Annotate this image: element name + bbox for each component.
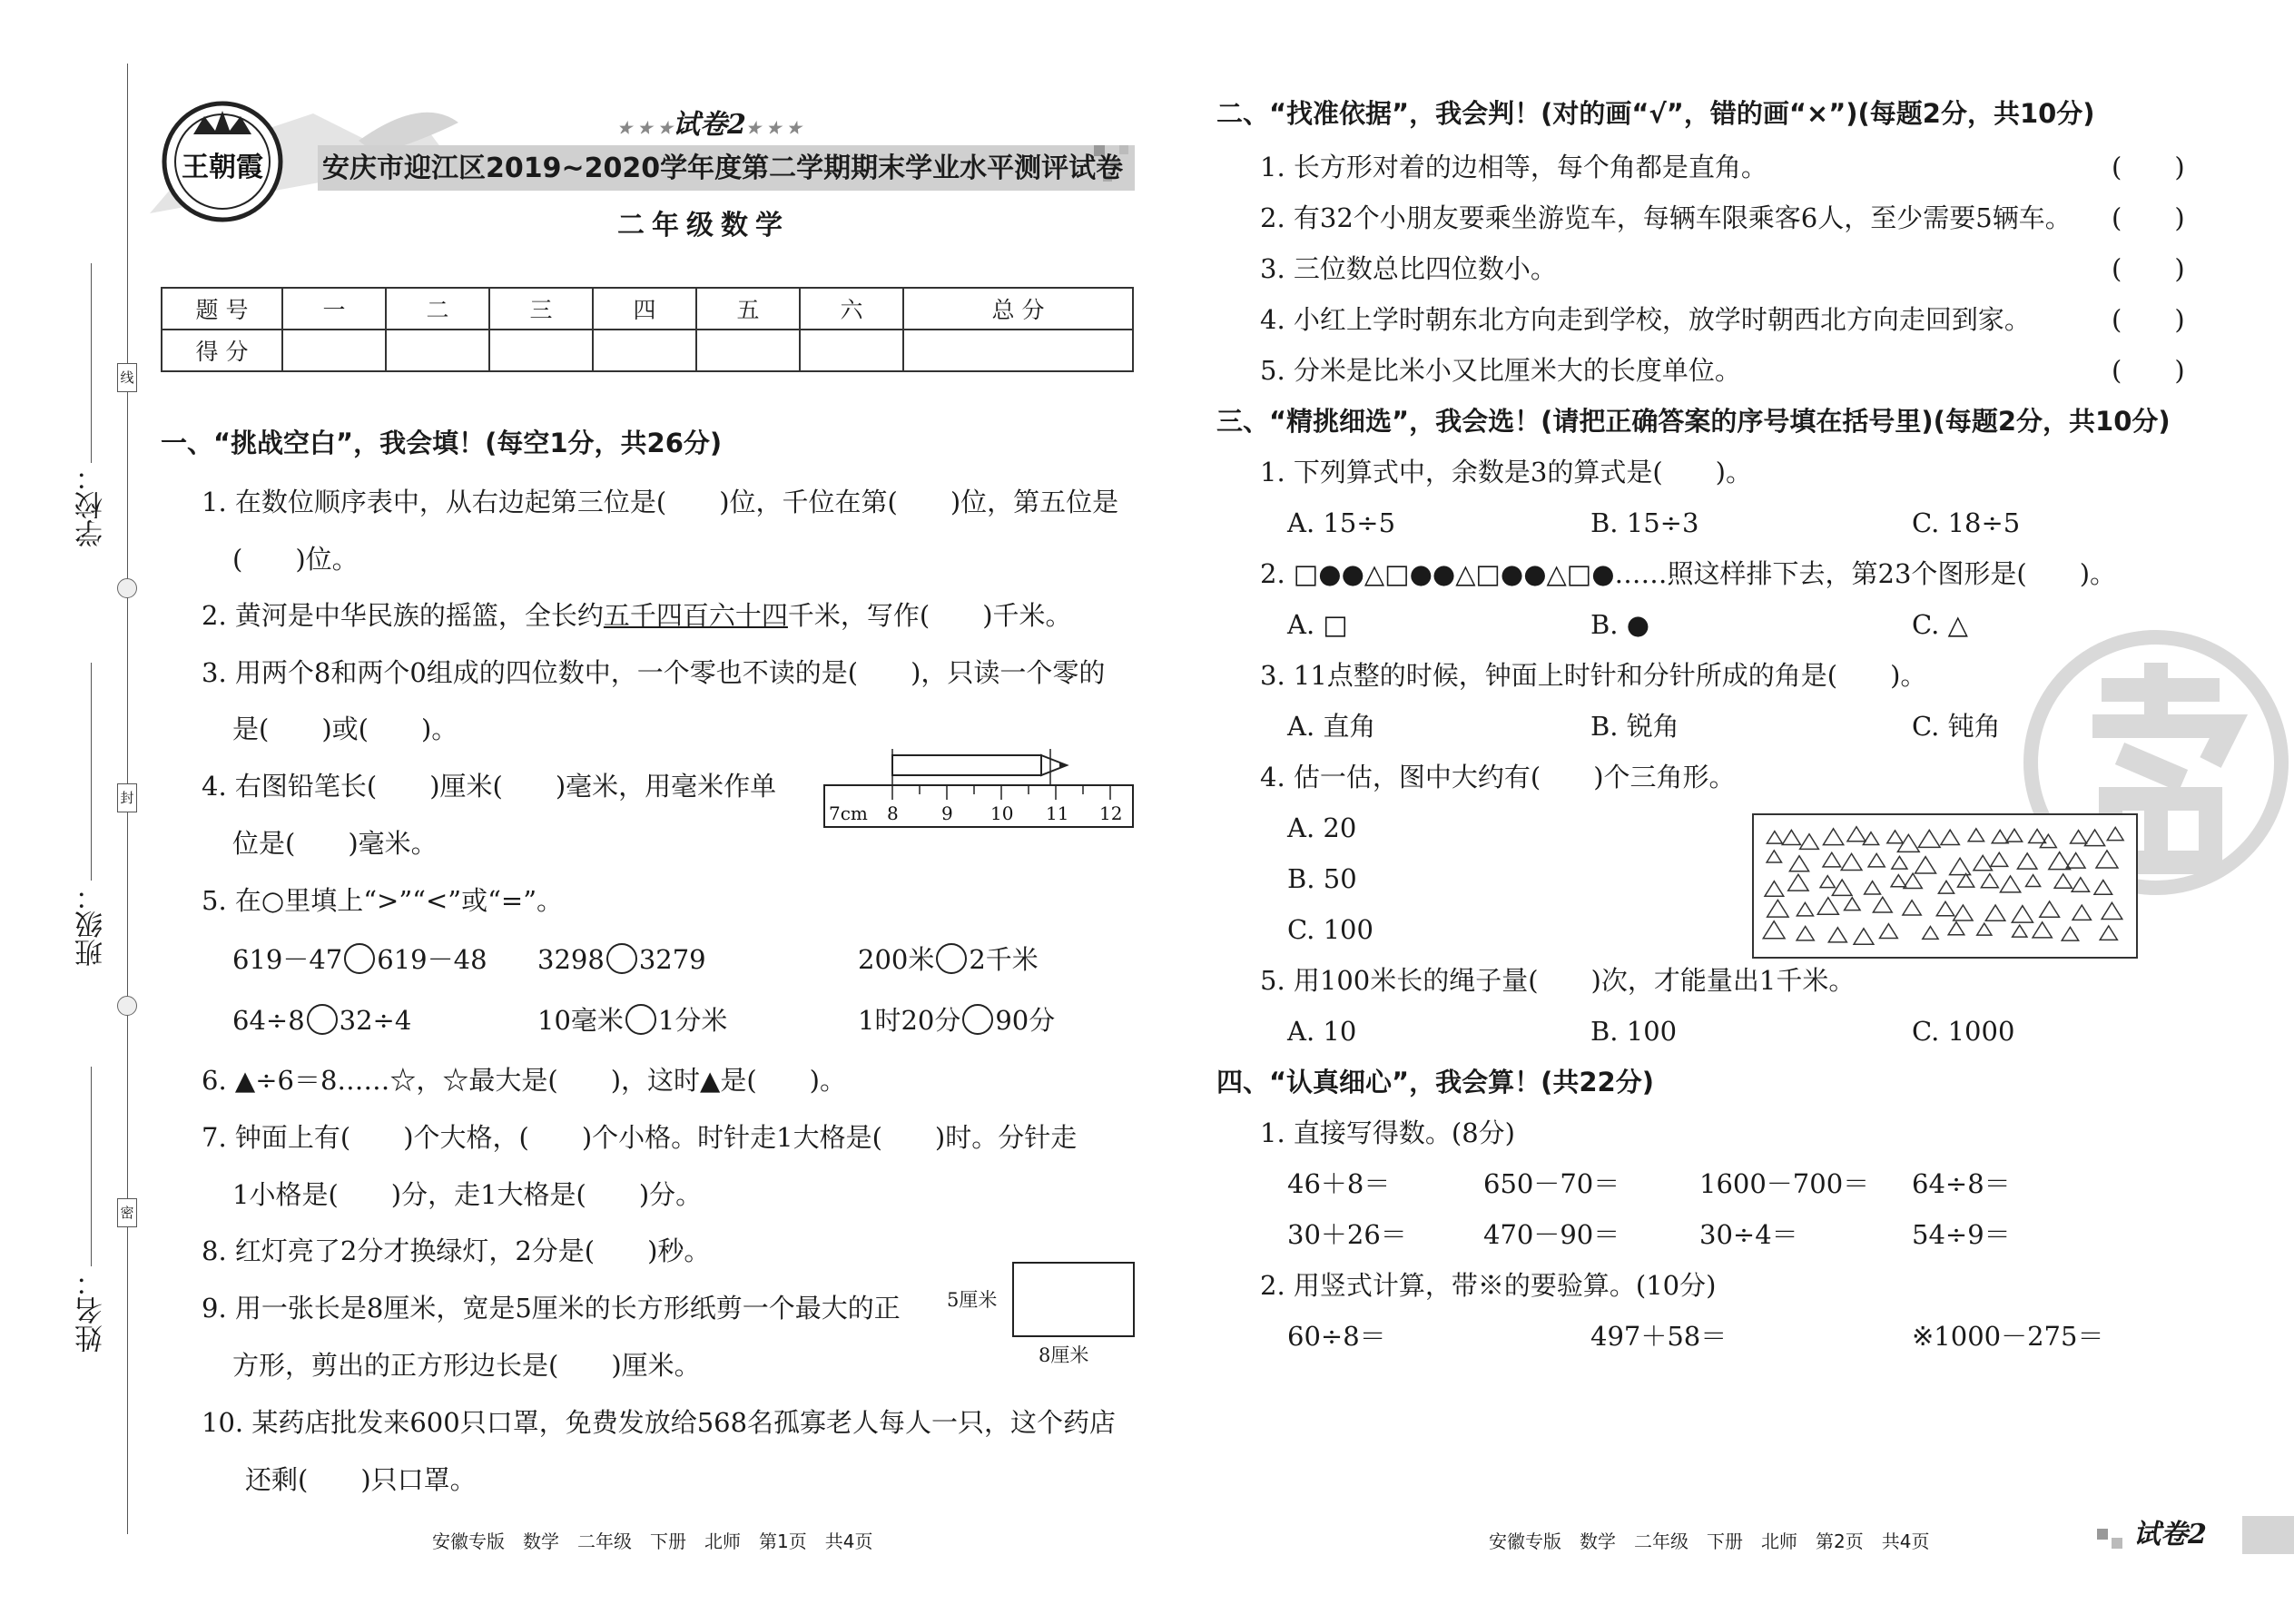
- option[interactable]: A. □: [1287, 609, 1348, 640]
- rect-width-label: 5厘米: [947, 1289, 998, 1311]
- s3-q3: 3. 11点整的时候，钟面上时针和分针所成的角是( )。: [1260, 660, 1927, 691]
- subject-title: 二年级数学: [617, 210, 790, 241]
- pencil-ruler-figure: [822, 749, 1135, 831]
- score-input[interactable]: [386, 330, 489, 371]
- option[interactable]: B. 100: [1590, 1016, 1678, 1047]
- calc-item: 30＋26＝: [1287, 1219, 1407, 1250]
- option[interactable]: B. 15÷3: [1590, 507, 1699, 538]
- option[interactable]: C. 18÷5: [1912, 507, 2021, 538]
- score-input[interactable]: [800, 330, 903, 371]
- compare-item: 3298 3279: [537, 944, 706, 975]
- s4-q2: 2. 用竖式计算，带※的要验算。(10分): [1260, 1270, 1717, 1301]
- section-3-heading: 三、“精挑细选”，我会选！(请把正确答案的序号填在括号里)(每题2分，共10分): [1216, 406, 2171, 437]
- compare-circle[interactable]: [625, 1004, 656, 1035]
- calc-item: 470－90＝: [1483, 1219, 1620, 1250]
- compare-item: 1时20分 90分: [858, 1005, 1056, 1036]
- s2-q5: 5. 分米是比米小又比厘米大的长度单位。: [1260, 355, 1741, 386]
- rect-length-label: 8厘米: [1039, 1344, 1089, 1366]
- s2-q4: 4. 小红上学时朝东北方向走到学校，放学时朝西北方向走回到家。: [1260, 304, 2031, 335]
- option[interactable]: B. ●: [1590, 609, 1650, 640]
- option[interactable]: A. 20: [1287, 812, 1357, 843]
- exam-title: 安庆市迎江区2019~2020学年度第二学期期末学业水平测评试卷: [322, 153, 1124, 184]
- option[interactable]: B. 锐角: [1590, 711, 1679, 742]
- s1-q3: 是( )或( )。: [232, 714, 458, 744]
- section-4-heading: 四、“认真细心”，我会算！(共22分): [1216, 1067, 1654, 1097]
- section-2-heading: 二、“找准依据”，我会判！(对的画“√”，错的画“×”)(每题2分，共10分): [1216, 98, 2095, 129]
- s1-q7: 1小格是( )分，走1大格是( )分。: [232, 1179, 703, 1210]
- score-input[interactable]: [903, 330, 1133, 371]
- s1-q4: 4. 右图铅笔长( )厘米( )毫米，用毫米作单: [202, 771, 777, 802]
- score-input[interactable]: [593, 330, 696, 371]
- compare-circle[interactable]: [606, 943, 637, 974]
- s1-q7: 7. 钟面上有( )个大格，( )个小格。时针走1大格是( )时。分针走: [202, 1122, 1078, 1153]
- compare-item: 10毫米 1分米: [537, 1005, 728, 1036]
- calc-item: 60÷8＝: [1287, 1321, 1386, 1352]
- s1-q2: 2. 黄河是中华民族的摇篮，全长约五千四百六十四千米，写作( )千米。: [202, 600, 1072, 631]
- option[interactable]: C. 钝角: [1912, 711, 2001, 742]
- s1-q10: 10. 某药店批发来600只口罩，免费发放给568名孤寡老人每人一只，这个药店: [202, 1407, 1117, 1438]
- school-blank: [91, 263, 92, 463]
- ruler-label: 8: [887, 802, 899, 824]
- name-label: 姓名：: [75, 1268, 108, 1353]
- calc-item: 30÷4＝: [1699, 1219, 1798, 1250]
- compare-item: 64÷8 32÷4: [232, 1005, 412, 1036]
- score-cell: 一: [282, 288, 386, 330]
- q9-rectangle: [1012, 1262, 1135, 1337]
- option[interactable]: B. 50: [1287, 863, 1357, 894]
- ruler-label: 12: [1099, 802, 1123, 824]
- compare-item: 200米 2千米: [858, 944, 1039, 975]
- compare-circle[interactable]: [936, 943, 967, 974]
- name-blank: [91, 1067, 92, 1266]
- score-cell: 四: [593, 288, 696, 330]
- s1-q3: 3. 用两个8和两个0组成的四位数中，一个零也不读的是( )，只读一个零的: [202, 657, 1106, 688]
- logo-emblem: [159, 98, 286, 225]
- s1-q1: 1. 在数位顺序表中，从右边起第三位是( )位，千位在第( )位，第五位是: [202, 487, 1119, 517]
- s1-q10: 还剩( )只口罩。: [245, 1464, 477, 1495]
- footer-badge-squares: [2097, 1529, 2108, 1540]
- calc-item: ※1000－275＝: [1912, 1321, 2104, 1352]
- score-input[interactable]: [489, 330, 593, 371]
- ruler-label: 7cm: [829, 802, 868, 824]
- score-input[interactable]: [282, 330, 386, 371]
- calc-item: 54÷9＝: [1912, 1219, 2011, 1250]
- footer-left: 安徽专版 数学 二年级 下册 北师 第1页 共4页: [432, 1530, 873, 1552]
- score-cell: 三: [489, 288, 593, 330]
- binding-mark-secret: 密: [117, 1198, 137, 1227]
- score-value-row: [162, 330, 1133, 371]
- paper-badge: ★ ★ ★试卷2★ ★ ★: [617, 109, 802, 141]
- footer-badge-squares: [2112, 1538, 2122, 1549]
- s2-q1: 1. 长方形对着的边相等，每个角都是直角。: [1260, 152, 1767, 182]
- logo-text: 王朝霞: [182, 152, 263, 183]
- score-table: [161, 287, 1134, 372]
- score-cell: 得 分: [162, 330, 282, 371]
- school-label: 学校：: [75, 463, 108, 547]
- s1-q9: 方形，剪出的正方形边长是( )厘米。: [232, 1350, 701, 1381]
- compare-item: 619－47 619－48: [232, 944, 487, 975]
- s3-q1: 1. 下列算式中，余数是3的算式是( )。: [1260, 457, 1752, 487]
- ruler-label: 9: [941, 802, 953, 824]
- binding-hole: [117, 996, 137, 1016]
- s3-q5: 5. 用100米长的绳子量( )次，才能量出1千米。: [1260, 965, 1856, 996]
- option[interactable]: A. 直角: [1287, 711, 1376, 742]
- option[interactable]: C. 1000: [1912, 1016, 2015, 1047]
- option[interactable]: A. 15÷5: [1287, 507, 1396, 538]
- ruler-label: 10: [990, 802, 1014, 824]
- footer-badge: 试卷2: [2133, 1519, 2207, 1550]
- option[interactable]: C. △: [1912, 609, 1968, 640]
- score-cell: 六: [800, 288, 903, 330]
- s3-q4: 4. 估一估，图中大约有( )个三角形。: [1260, 762, 1736, 792]
- answer-paren[interactable]: ( ): [2112, 304, 2185, 335]
- s4-q1: 1. 直接写得数。(8分): [1260, 1117, 1515, 1148]
- compare-circle[interactable]: [344, 943, 375, 974]
- calc-item: 497＋58＝: [1590, 1321, 1728, 1352]
- option[interactable]: A. 10: [1287, 1016, 1357, 1047]
- binding-mark-seal: 封: [117, 783, 137, 812]
- score-header-row: [162, 288, 1133, 330]
- s1-q1: ( )位。: [232, 544, 359, 575]
- score-cell: 五: [696, 288, 800, 330]
- s3-q2: 2. □●●△□●●△□●●△□●……照这样排下去，第23个图形是( )。: [1260, 558, 2117, 589]
- compare-circle[interactable]: [962, 1004, 993, 1035]
- s1-q6: 6. ▲÷6＝8……☆，☆最大是( )，这时▲是( )。: [202, 1065, 846, 1096]
- score-cell: 题 号: [162, 288, 282, 330]
- s2-q2: 2. 有32个小朋友要乘坐游览车，每辆车限乘客6人，至少需要5辆车。: [1260, 202, 2072, 233]
- compare-circle[interactable]: [307, 1004, 338, 1035]
- answer-paren[interactable]: ( ): [2112, 202, 2185, 233]
- binding-hole: [117, 578, 137, 598]
- footer-badge-bar: [2242, 1516, 2294, 1554]
- class-blank: [91, 663, 92, 881]
- calc-item: 46＋8＝: [1287, 1168, 1391, 1199]
- option[interactable]: C. 100: [1287, 914, 1373, 945]
- score-cell: 二: [386, 288, 489, 330]
- s1-q4: 位是( )毫米。: [232, 828, 438, 859]
- answer-paren[interactable]: ( ): [2112, 355, 2185, 386]
- s1-q8: 8. 红灯亮了2分才换绿灯，2分是( )秒。: [202, 1235, 711, 1266]
- class-label: 班级：: [75, 882, 108, 967]
- ruler-label: 11: [1046, 802, 1069, 824]
- calc-item: 1600－700＝: [1699, 1168, 1870, 1199]
- answer-paren[interactable]: ( ): [2112, 253, 2185, 284]
- calc-item: 650－70＝: [1483, 1168, 1620, 1199]
- section-1-heading: 一、“挑战空白”，我会填！(每空1分，共26分): [161, 428, 723, 458]
- s1-q9: 9. 用一张长是8厘米，宽是5厘米的长方形纸剪一个最大的正: [202, 1293, 901, 1324]
- calc-item: 64÷8＝: [1912, 1168, 2011, 1199]
- binding-mark-line: 线: [117, 363, 137, 392]
- score-cell: 总 分: [903, 288, 1133, 330]
- score-input[interactable]: [696, 330, 800, 371]
- s2-q3: 3. 三位数总比四位数小。: [1260, 253, 1557, 284]
- answer-paren[interactable]: ( ): [2112, 152, 2185, 182]
- s1-q5: 5. 在○里填上“>”“<”或“=”。: [202, 885, 564, 916]
- triangles-figure: [1752, 813, 2138, 959]
- footer-right: 安徽专版 数学 二年级 下册 北师 第2页 共4页: [1489, 1530, 1930, 1552]
